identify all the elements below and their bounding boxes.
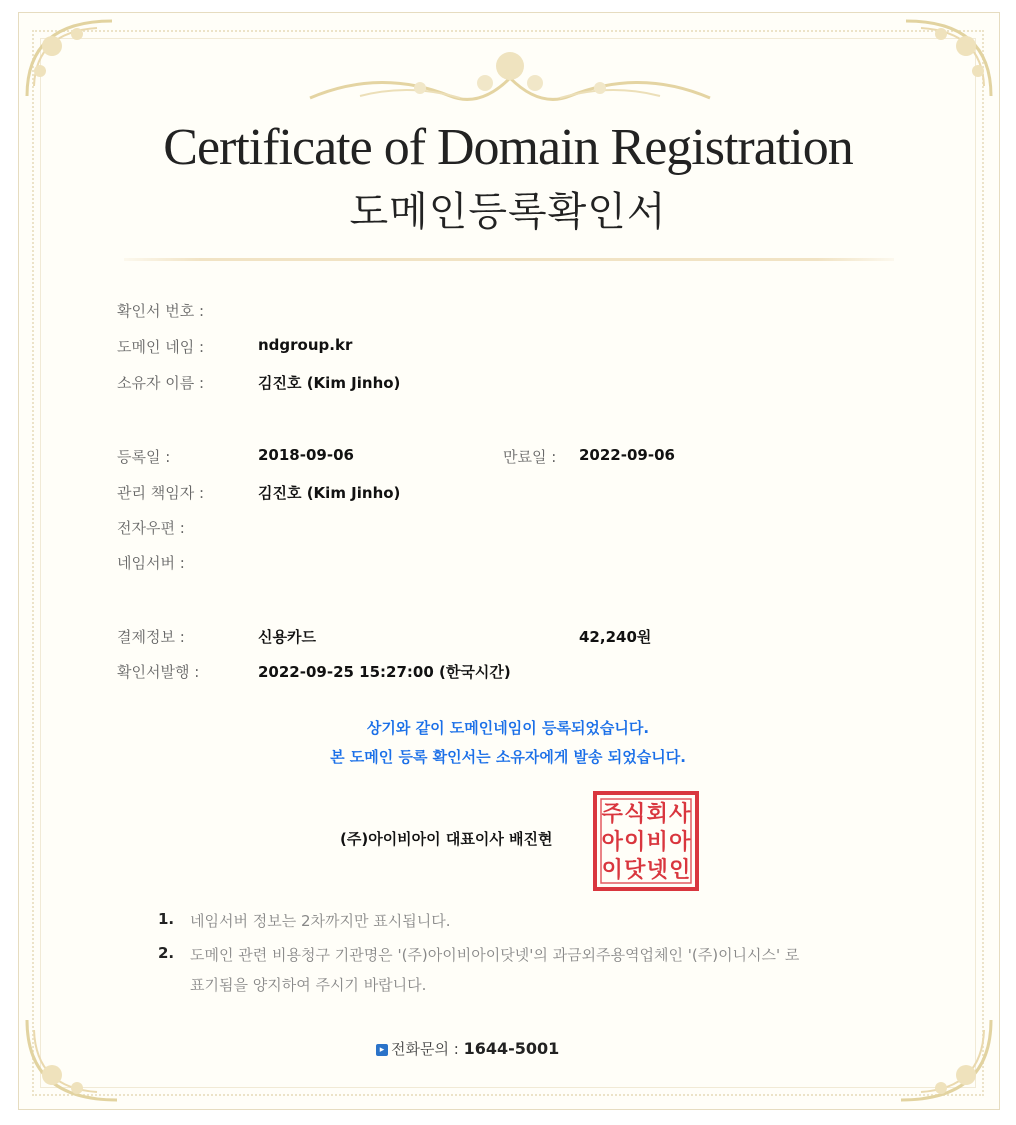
seal-character: 이 bbox=[624, 830, 646, 855]
seal-character: 주 bbox=[601, 802, 623, 827]
note-number: 1. bbox=[158, 910, 175, 928]
certificate-title-en: Certificate of Domain Registration bbox=[163, 119, 853, 176]
cert-number-label: 확인서 번호 : bbox=[117, 302, 205, 320]
issued-value: 2022-09-25 15:27:00 (한국시간) bbox=[258, 663, 511, 681]
expiration-date-value: 2022-09-06 bbox=[579, 446, 675, 464]
issued-label: 확인서발행 : bbox=[117, 663, 200, 681]
domain-name-value: ndgroup.kr bbox=[258, 336, 353, 354]
email-label: 전자우편 : bbox=[117, 519, 185, 537]
arrow-right-icon: ▸ bbox=[376, 1044, 388, 1056]
payment-label: 결제정보 : bbox=[117, 628, 185, 646]
registration-date-value: 2018-09-06 bbox=[258, 446, 354, 464]
corner-ornament-top-right bbox=[886, 16, 996, 106]
owner-name-label: 소유자 이름 : bbox=[117, 374, 205, 392]
seal-character: 이 bbox=[601, 858, 623, 883]
seal-character: 인 bbox=[669, 858, 691, 883]
corner-ornament-bottom-left bbox=[22, 1010, 132, 1105]
admin-contact-value: 김진호 (Kim Jinho) bbox=[258, 484, 401, 502]
contact-phone bbox=[376, 1038, 559, 1059]
company-representative: (주)아이비아이 대표이사 배진현 bbox=[340, 830, 553, 848]
expiration-date-label: 만료일 : bbox=[503, 448, 557, 466]
seal-character: 회 bbox=[646, 802, 668, 827]
registration-message: 상기와 같이 도메인네임이 등록되었습니다. bbox=[366, 719, 650, 737]
seal-character: 식 bbox=[624, 802, 646, 827]
admin-contact-label: 관리 책임자 : bbox=[117, 484, 205, 502]
payment-method-value: 신용카드 bbox=[258, 628, 316, 646]
seal-character: 비 bbox=[646, 830, 668, 855]
contact-label: 전화문의 : bbox=[391, 1040, 464, 1058]
domain-name-label: 도메인 네임 : bbox=[117, 338, 205, 356]
seal-character: 아 bbox=[601, 830, 623, 855]
registration-date-label: 등록일 : bbox=[117, 448, 171, 466]
seal-character: 사 bbox=[669, 802, 691, 827]
note-text: 도메인 관련 비용청구 기관명은 '(주)아이비아이닷넷'의 과금외주용역업체인 '(주)이니시스' 로 bbox=[190, 946, 800, 964]
title-divider bbox=[124, 258, 894, 261]
note-text: 네임서버 정보는 2차까지만 표시됩니다. bbox=[190, 912, 451, 930]
payment-amount-value: 42,240원 bbox=[579, 628, 652, 646]
corner-ornament-bottom-right bbox=[886, 1010, 996, 1105]
note-number: 2. bbox=[158, 944, 175, 962]
certificate-title-ko: 도메인등록확인서 bbox=[349, 189, 667, 235]
contact-number: 1644-5001 bbox=[463, 1039, 560, 1058]
owner-name-value: 김진호 (Kim Jinho) bbox=[258, 374, 401, 392]
sent-message: 본 도메인 등록 확인서는 소유자에게 발송 되었습니다. bbox=[330, 748, 686, 766]
company-seal bbox=[592, 790, 700, 892]
seal-character: 넷 bbox=[646, 858, 668, 883]
note-text-continued: 표기됨을 양지하여 주시기 바랍니다. bbox=[190, 976, 427, 994]
nameserver-label: 네임서버 : bbox=[117, 554, 185, 572]
corner-ornament-top-left bbox=[22, 16, 132, 106]
top-center-ornament bbox=[300, 38, 720, 114]
seal-character: 닷 bbox=[624, 858, 646, 883]
seal-character: 아 bbox=[669, 830, 691, 855]
